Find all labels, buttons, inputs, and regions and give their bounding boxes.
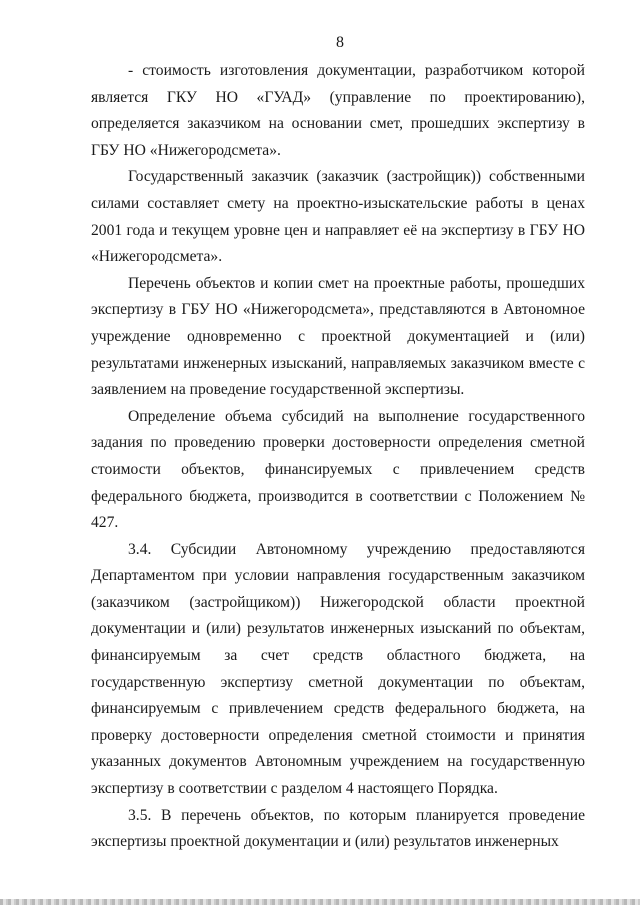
paragraph-subsidy-volume: Определение объема субсидий на выполнение государственного задания по проведению проверки достоверности определения сметной стоимости объектов, финансируемых с привлечением средств федерального бюджета, производится в соответствии с Положением № 427.	[91, 407, 585, 532]
paragraph-section-3-4: 3.4. Субсидии Автономному учреждению предоставляются Департаментом при условии направления государственным заказчиком (заказчиком (застройщиком)) Нижегородской области проектной документации и (или) результатов инженерных изысканий по объектам, финансируемым за счет средств областного бюджета, на государственную экспертизу сметной документации по объектам, финансируемым с привлечением средств федерального бюджета, на проверку достоверности определения сметной стоимости и принятия указанных документов Автономным учреждением на государственную экспертизу в соответствии с разделом 4 настоящего Порядка.	[91, 540, 585, 798]
scan-bottom-edge	[0, 899, 640, 905]
body-text	[91, 58, 585, 856]
page-number: 8	[336, 34, 344, 51]
paragraph-object-list: Перечень объектов и копии смет на проектные работы, прошедших экспертизу в ГБУ НО «Нижегородсмета», представляются в Автономное учреждение одновременно с проектной документацией и (или) результатами инженерных изысканий, направляемых заказчиком вместе с заявлением на проведение государственной экспертизы.	[91, 274, 585, 399]
paragraph-cost-documentation: - стоимость изготовления документации, разработчиком которой является ГКУ НО «ГУАД» (управление по проектированию), определяется заказчиком на основании смет, прошедших экспертизу в ГБУ НО «Нижегородсмета».	[91, 62, 585, 159]
paragraph-state-customer-estimate: Государственный заказчик (заказчик (застройщик)) собственными силами составляет смету на проектно-изыскательские работы в ценах 2001 года и текущем уровне цен и направляет её на экспертизу в ГБУ НО «Нижегородсмета».	[91, 168, 585, 266]
paragraph-section-3-5: 3.5. В перечень объектов, по которым планируется проведение экспертизы проектной документации и (или) результатов инженерных	[91, 806, 585, 851]
